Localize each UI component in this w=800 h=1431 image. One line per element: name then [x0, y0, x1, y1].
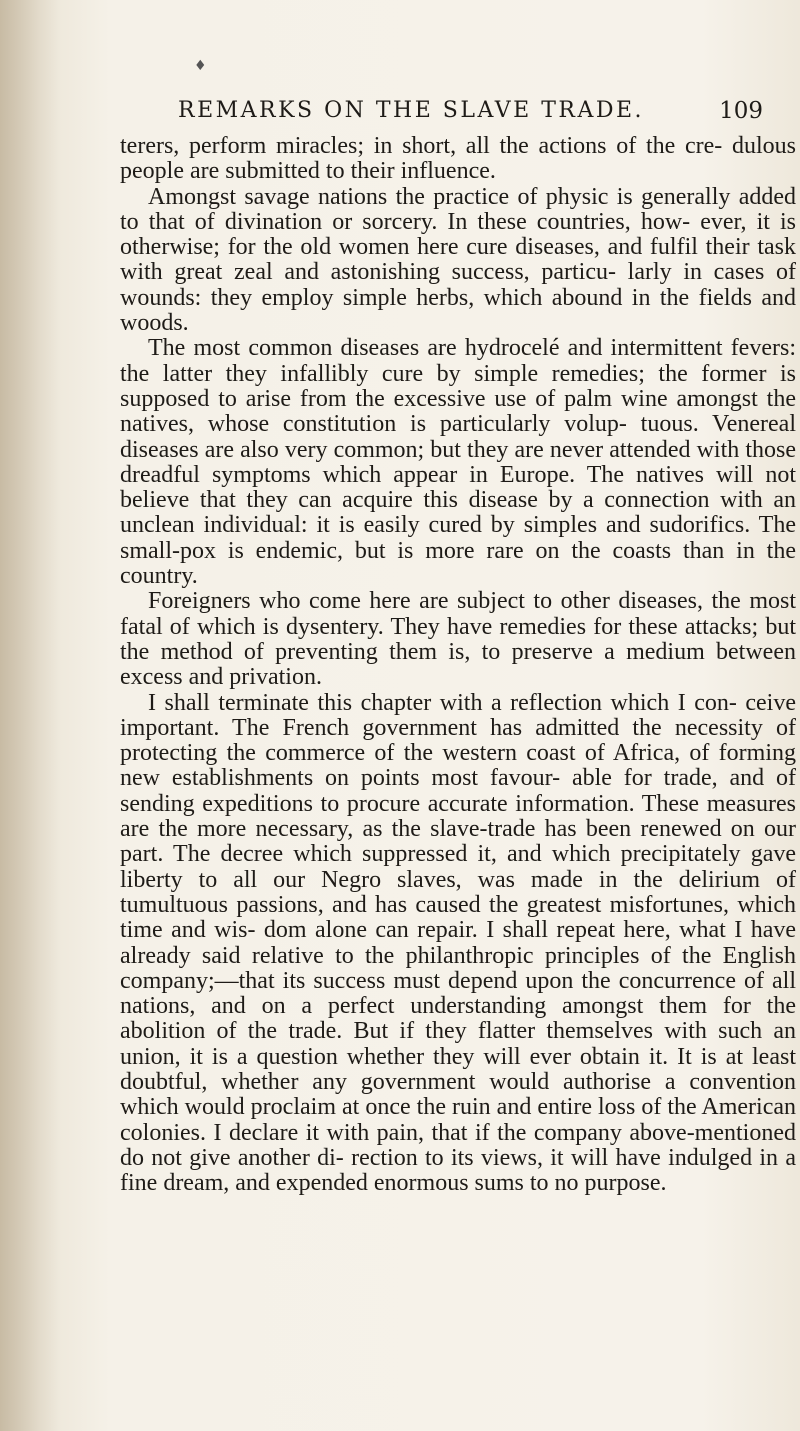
paragraph: Foreigners who come here are subject to other diseases, the most fatal of which is dysentery. They have remedies for these attacks; but the method of preventing them is, to preserve a medium between excess and privation.	[120, 588, 796, 691]
paragraph: Amongst savage nations the practice of physic is generally added to that of divination or sorcery. In these countries, how- ever, it is otherwise; for the old women here cure diseases, and fulfil their task with great zeal and astonishing success, particu- larly in cases of wounds: they employ simple herbs, which abound in the fields and woods.	[120, 183, 796, 337]
page-gutter-shadow	[0, 0, 60, 1431]
running-header	[178, 98, 763, 132]
paragraph: terers, perform miracles; in short, all the actions of the cre- dulous people are submitted to their influence.	[120, 133, 796, 185]
body-text	[120, 134, 796, 1196]
running-title: REMARKS ON THE SLAVE TRADE.	[178, 98, 645, 123]
paragraph: I shall terminate this chapter with a reflection which I con- ceive important. The French government has admitted the necessity of protecting the commerce of the western coast of Africa, of forming new establishments on points most favour- able for trade, and of sending expeditions to procure accurate information. These measures are the more necessary, as the slave-trade has been renewed on our part. The decree which suppressed it, and which precipitately gave liberty to all our Negro slaves, was made in the delirium of tumultuous passions, and has caused the greatest misfortunes, which time and wis- dom alone can repair. I shall repeat here, what I have already said relative to the philanthropic principles of the English company;—that its success must depend upon the concurrence of all nations, and on a perfect understanding amongst them for the abolition of the trade. But if they flatter themselves with such an union, it is a question whether they will ever obtain it. It is at least doubtful, whether any government would authorise a convention which would proclaim at once the ruin and entire loss of the American colonies. I declare it with pain, that if the company above-mentioned do not give another di- rection to its views, it will have indulged in a fine dream, and expended enormous sums to no purpose.	[120, 689, 796, 1197]
paragraph: The most common diseases are hydrocelé and intermittent fevers: the latter they infallibly cure by simple remedies; the former is supposed to arise from the excessive use of palm wine amongst the natives, whose constitution is particularly volup- tuous. Venereal diseases are also very common; but they are never attended with those dreadful symptoms which appear in Europe. The natives will not believe that they can acquire this disease by a connection with an unclean individual: it is easily cured by simples and sudorifics. The small-pox is endemic, but is more rare on the coasts than in the country.	[120, 335, 796, 590]
ink-mark: ♦	[194, 58, 207, 74]
page-number: 109	[719, 98, 763, 124]
